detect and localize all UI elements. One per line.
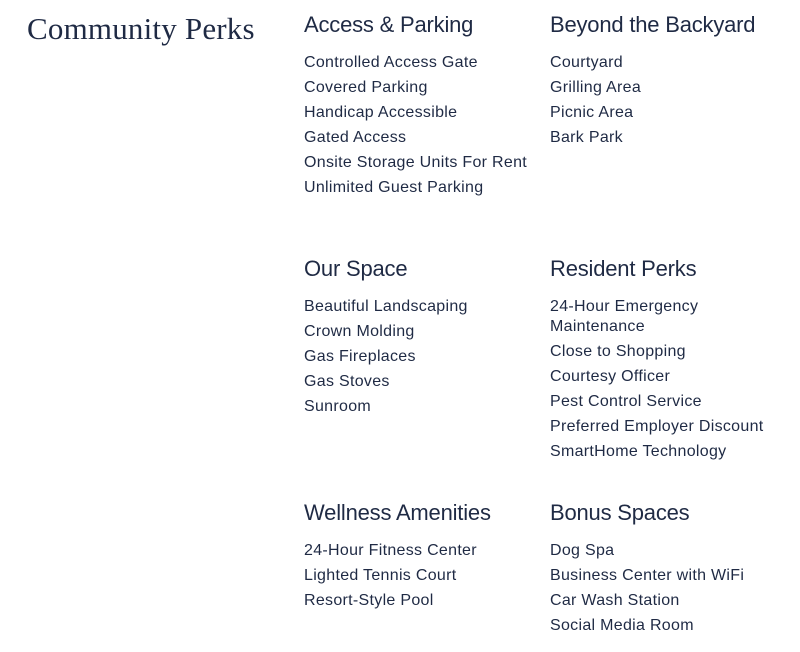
amenity-list [550, 297, 785, 462]
section-heading: Access & Parking [304, 12, 474, 37]
amenity-list [304, 541, 539, 611]
amenity-item: Sunroom [304, 398, 372, 415]
amenity-list [550, 53, 785, 148]
amenity-item: Controlled Access Gate [304, 54, 478, 71]
section-our-space [304, 255, 539, 422]
amenity-item: Pest Control Service [550, 393, 702, 410]
amenity-item: Beautiful Landscaping [304, 298, 468, 315]
section-heading: Bonus Spaces [550, 500, 690, 525]
amenity-item: Close to Shopping [550, 343, 686, 360]
amenity-item: 24-Hour Emergency Maintenance [550, 298, 699, 335]
section-beyond-the-backyard [550, 11, 785, 153]
amenity-item: Preferred Employer Discount [550, 418, 764, 435]
section-heading: Beyond the Backyard [550, 12, 756, 37]
amenity-item: Onsite Storage Units For Rent [304, 154, 528, 171]
amenity-item: Courtyard [550, 54, 623, 71]
section-wellness-amenities [304, 499, 539, 616]
page-title: Community Perks [27, 11, 255, 46]
section-bonus-spaces [550, 499, 785, 641]
amenity-item: 24-Hour Fitness Center [304, 542, 477, 559]
amenity-item: Courtesy Officer [550, 368, 671, 385]
amenity-item: Handicap Accessible [304, 104, 458, 121]
amenity-list [550, 541, 785, 636]
amenity-list [304, 53, 539, 198]
amenity-item: Lighted Tennis Court [304, 567, 457, 584]
section-resident-perks [550, 255, 785, 467]
amenity-item: Gas Fireplaces [304, 348, 416, 365]
amenity-item: Picnic Area [550, 104, 634, 121]
amenity-item: SmartHome Technology [550, 443, 727, 460]
amenity-item: Crown Molding [304, 323, 415, 340]
amenity-item: Car Wash Station [550, 592, 680, 609]
amenity-item: Dog Spa [550, 542, 615, 559]
amenity-item: Resort-Style Pool [304, 592, 434, 609]
amenity-item: Bark Park [550, 129, 623, 146]
section-heading: Resident Perks [550, 256, 697, 281]
amenity-item: Social Media Room [550, 617, 694, 634]
section-access-parking [304, 11, 539, 203]
section-heading: Our Space [304, 256, 408, 281]
section-heading: Wellness Amenities [304, 500, 491, 525]
amenity-list [304, 297, 539, 417]
amenity-item: Covered Parking [304, 79, 428, 96]
amenity-item: Gated Access [304, 129, 407, 146]
amenity-item: Unlimited Guest Parking [304, 179, 484, 196]
amenity-item: Grilling Area [550, 79, 642, 96]
amenity-item: Business Center with WiFi [550, 567, 745, 584]
amenity-item: Gas Stoves [304, 373, 390, 390]
